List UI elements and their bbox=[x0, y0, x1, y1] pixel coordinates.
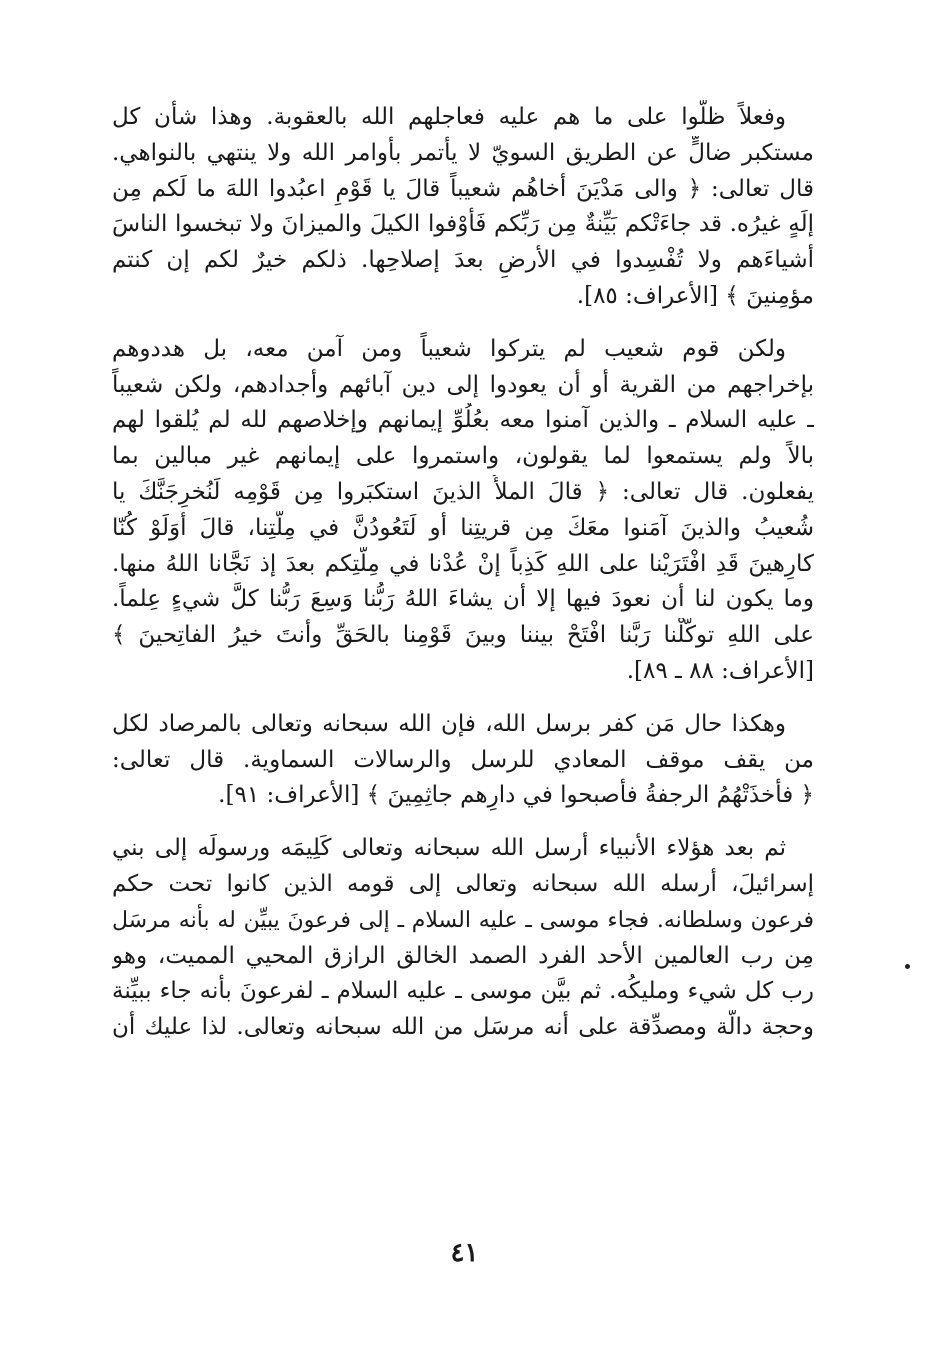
paragraph-2 bbox=[112, 332, 814, 690]
text-line: ـ عليه السلام ـ والذين آمنوا معه بعُلُوِّ إيمانهم وإخلاصهم لله لم يُلقوا لهم bbox=[112, 407, 814, 434]
paragraph-3 bbox=[112, 707, 814, 814]
text-line: بإخراجهم من القرية أو أن يعودوا إلى دين آبائهم وأجدادهم، ولكن شعيباً bbox=[112, 371, 814, 398]
text-line: ثم بعد هؤلاء الأنبياء أرسل الله سبحانه وتعالى كَلِيمَه ورسولَه إلى بني bbox=[112, 835, 786, 862]
text-line: ولكن قوم شعيب لم يتركوا شعيباً ومن آمن معه، بل هددوهم bbox=[112, 335, 786, 362]
text-line: مؤمِنينَ ﴾ [الأعراف: ٨٥]. bbox=[576, 282, 814, 309]
page-number: ٤١ bbox=[450, 1238, 479, 1268]
text-line: [الأعراف: ٨٨ ـ ٨٩]. bbox=[626, 657, 814, 684]
paragraph-gap bbox=[112, 814, 814, 831]
paragraph-1 bbox=[112, 100, 814, 315]
text-line: إلَهٍ غيرُه. قد جاءَتْكم بَيِّنةٌ مِن رَبِّكم فَأَوْفوا الكيلَ والميزانَ ولا تبخسوا الناسَ bbox=[112, 211, 814, 238]
margin-dot bbox=[905, 964, 910, 969]
paragraph-gap bbox=[112, 315, 814, 332]
text-line: مستكبر ضالٍّ عن الطريق السويّ لا يأتمر بأوامر الله ولا ينتهي بالنواهي. bbox=[112, 139, 814, 166]
text-line: شُعيبُ والذينَ آمَنوا معَكَ مِن قريتِنا أو لَتَعُودُنَّ في مِلَّتِنا، قالَ أَوَلَوْ كُنّا bbox=[112, 514, 814, 541]
text-line: وفعلاً ظلُّوا على ما هم عليه فعاجلهم الله بالعقوبة. وهذا شأن كل bbox=[112, 104, 786, 130]
paragraph-4 bbox=[112, 831, 814, 1046]
text-line: كارِهينَ قَدِ افْتَرَيْنا على اللهِ كَذِباً إنْ عُدْنا في مِلَّتِكم بعدَ إذ نَجَّانا اللهُ منها. bbox=[112, 550, 814, 577]
page-body bbox=[112, 100, 814, 1046]
text-line: فرعون وسلطانه. فجاء موسى ـ عليه السلام ـ إلى فرعونَ يبيِّن له بأنه مرسَل bbox=[112, 907, 814, 933]
paragraph-gap bbox=[112, 690, 814, 707]
text-line: قال تعالى: ﴿ والى مَدْيَنَ أخاهُم شعيباً قالَ يا قَوْمِ اعبُدوا اللهَ ما لَكم مِن bbox=[112, 175, 814, 202]
text-line: أشياءَهم ولا تُفْسِدوا في الأرضِ بعدَ إصلاحِها. ذلكم خيرٌ لكم إن كنتم bbox=[112, 247, 814, 274]
text-line: وحجة دالّة ومصدِّقة على أنه مرسَل من الله سبحانه وتعالى. لذا عليك أن bbox=[112, 1014, 814, 1041]
text-line: إسرائيلَ، أرسله الله سبحانه وتعالى إلى قومه الذين كانوا تحت حكم bbox=[112, 870, 814, 897]
text-line: رب كل شيء ومليكُه. ثم بيَّن موسى ـ عليه السلام ـ لفرعونَ بأنه جاء ببيِّنة bbox=[112, 978, 814, 1005]
text-line: من يقف موقف المعادي للرسل والرسالات السماوية. قال تعالى: bbox=[112, 746, 814, 773]
text-line: على اللهِ توكَّلْنا رَبَّنا افْتَحْ بيننا وبينَ قَوْمِنا بالحَقِّ وأنتَ خيرُ الفاتِحينَ ﴾ bbox=[112, 622, 814, 649]
text-line: مِن رب العالمين الأحد الفرد الصمد الخالق الرازق المحيي المميت، وهو bbox=[112, 942, 814, 969]
text-line: يفعلون. قال تعالى: ﴿ قالَ الملأُ الذينَ استكبَروا مِن قَوْمِه لَنُخرِجَنَّكَ يا bbox=[112, 478, 814, 505]
text-line: بالاً ولم يستمعوا لما يقولون، واستمروا على إيمانهم غير مبالين بما bbox=[112, 443, 814, 470]
text-line: ﴿ فأخذَتْهُمُ الرجفةُ فأصبحوا في دارِهم جاثِمِينَ ﴾ [الأعراف: ٩١]. bbox=[218, 782, 814, 809]
text-line: وهكذا حال مَن كفر برسل الله، فإن الله سبحانه وتعالى بالمرصاد لكل bbox=[112, 710, 787, 737]
text-line: وما يكون لنا أن نعودَ فيها إلا أن يشاءَ اللهُ رَبُّنا وَسِعَ رَبُّنا كلَّ شيءٍ عِلماً. bbox=[112, 586, 814, 613]
